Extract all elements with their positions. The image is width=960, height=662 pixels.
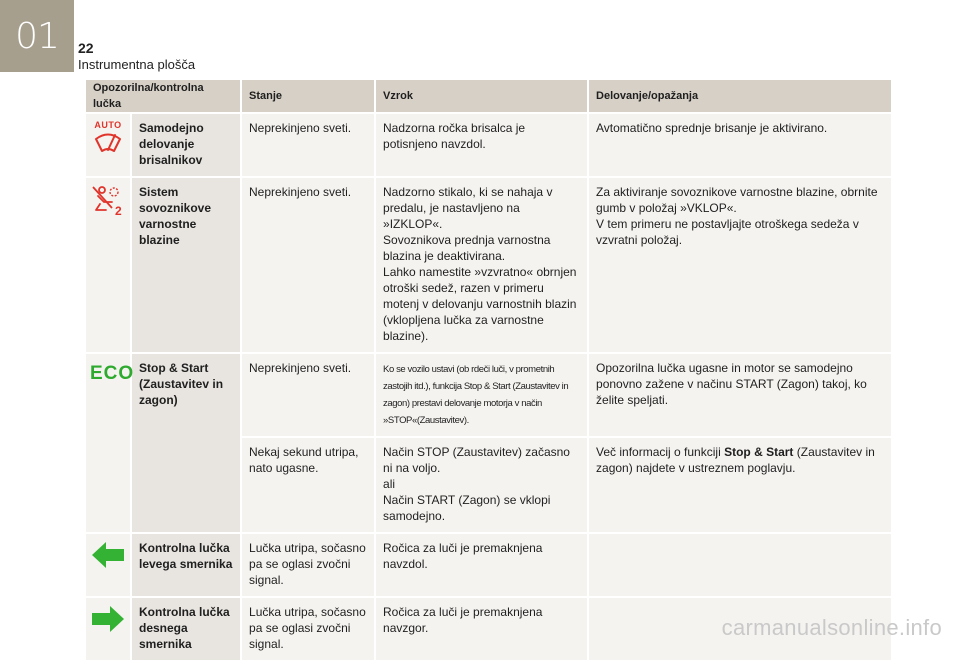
header-state: Stanje — [241, 80, 375, 113]
action-bold: Stop & Start — [724, 445, 794, 459]
svg-text:2: 2 — [115, 204, 122, 218]
row-cause: Nadzorna ročka brisalca je potisnjeno navzdol. — [375, 113, 588, 177]
action-post: (Zaustavitev in zagon) najdete v ustreznem poglavju. — [596, 445, 875, 475]
passenger-airbag-off-icon — [90, 184, 126, 218]
row-action: Opozorilna lučka ugasne in motor se samodejno ponovno zažene v načinu START (Zagon) takoj, ko želite speljati. — [588, 353, 891, 437]
row-action: Avtomatično sprednje brisanje je aktivirano. — [588, 113, 891, 177]
icon-cell — [86, 353, 135, 533]
left-turn-arrow-icon — [90, 540, 126, 570]
row-state: Lučka utripa, sočasno pa se oglasi zvočni signal. — [241, 533, 375, 597]
icon-cell — [86, 177, 131, 353]
icon-cell — [86, 533, 131, 597]
table-row — [86, 113, 891, 177]
row-name: Sistem sovoznikove varnostne blazine — [131, 177, 241, 353]
auto-wiper-icon — [93, 130, 123, 154]
page-title: Instrumentna plošča — [78, 57, 196, 72]
row-cause-text: Ko se vozilo ustavi (ob rdeči luči, v prometnih zastojih itd.), funkcija Stop & Start (Zaustavitev in zagon) prestavi delovanje motorja v način »STOP«(Zaustavitev). — [383, 364, 569, 426]
table-row — [86, 533, 891, 597]
row-state: Neprekinjeno sveti. — [241, 177, 375, 353]
row-name: Samodejno delovanje brisalnikov — [131, 113, 241, 177]
icon-cell — [86, 597, 131, 661]
watermark: carmanualsonline.info — [721, 615, 942, 640]
row-state: Nekaj sekund utripa, nato ugasne. — [241, 437, 375, 533]
header-indicator: Opozorilna/kontrolna lučka — [86, 80, 241, 113]
row-state: Neprekinjeno sveti. — [241, 353, 375, 437]
page-number: 22 — [78, 40, 94, 56]
eco-icon: ECO — [90, 363, 135, 384]
row-name: Kontrolna lučka desnega smernika — [131, 597, 241, 661]
table-header-row — [86, 80, 891, 113]
action-pre: Več informacij o funkciji — [596, 445, 725, 459]
row-cause: Ročica za luči je premaknjena navzgor. — [375, 597, 588, 661]
right-turn-arrow-icon — [90, 604, 126, 634]
icon-cell — [86, 113, 131, 177]
row-cause: Način STOP (Zaustavitev) začasno ni na voljo. ali Način START (Zagon) se vklopi samodejno. — [375, 437, 588, 533]
row-cause — [375, 353, 588, 437]
table-row — [86, 177, 891, 353]
row-state: Neprekinjeno sveti. — [241, 113, 375, 177]
row-action: Za aktiviranje sovoznikove varnostne blazine, obrnite gumb v položaj »VKLOP«. V tem primeru ne postavljajte otroškega sedeža v vzvratni položaj. — [588, 177, 891, 353]
row-action — [588, 533, 891, 597]
chapter-number: 01 — [15, 15, 59, 57]
row-cause: Ročica za luči je premaknjena navzdol. — [375, 533, 588, 597]
row-name: Kontrolna lučka levega smernika — [131, 533, 241, 597]
row-cause: Nadzorno stikalo, ki se nahaja v predalu, je nastavljeno na »IZKLOP«. Sovoznikova prednja varnostna blazina je deaktivirana. Lahko namestite »vzvratno« obrnjen otroški sedež, razen v primeru motenj v delovanju varnostnih blazin (vklopljena lučka za varnostne blazine). — [375, 177, 588, 353]
header-cause: Vzrok — [375, 80, 588, 113]
auto-label: AUTO — [94, 120, 122, 130]
row-action — [588, 437, 891, 533]
chapter-tab — [0, 0, 74, 72]
header-action: Delovanje/opažanja — [588, 80, 891, 113]
table-row — [86, 353, 891, 437]
warning-lights-table — [86, 80, 891, 662]
row-state: Lučka utripa, sočasno pa se oglasi zvočni signal. — [241, 597, 375, 661]
row-name: Stop & Start (Zaustavitev in zagon) — [131, 353, 241, 533]
